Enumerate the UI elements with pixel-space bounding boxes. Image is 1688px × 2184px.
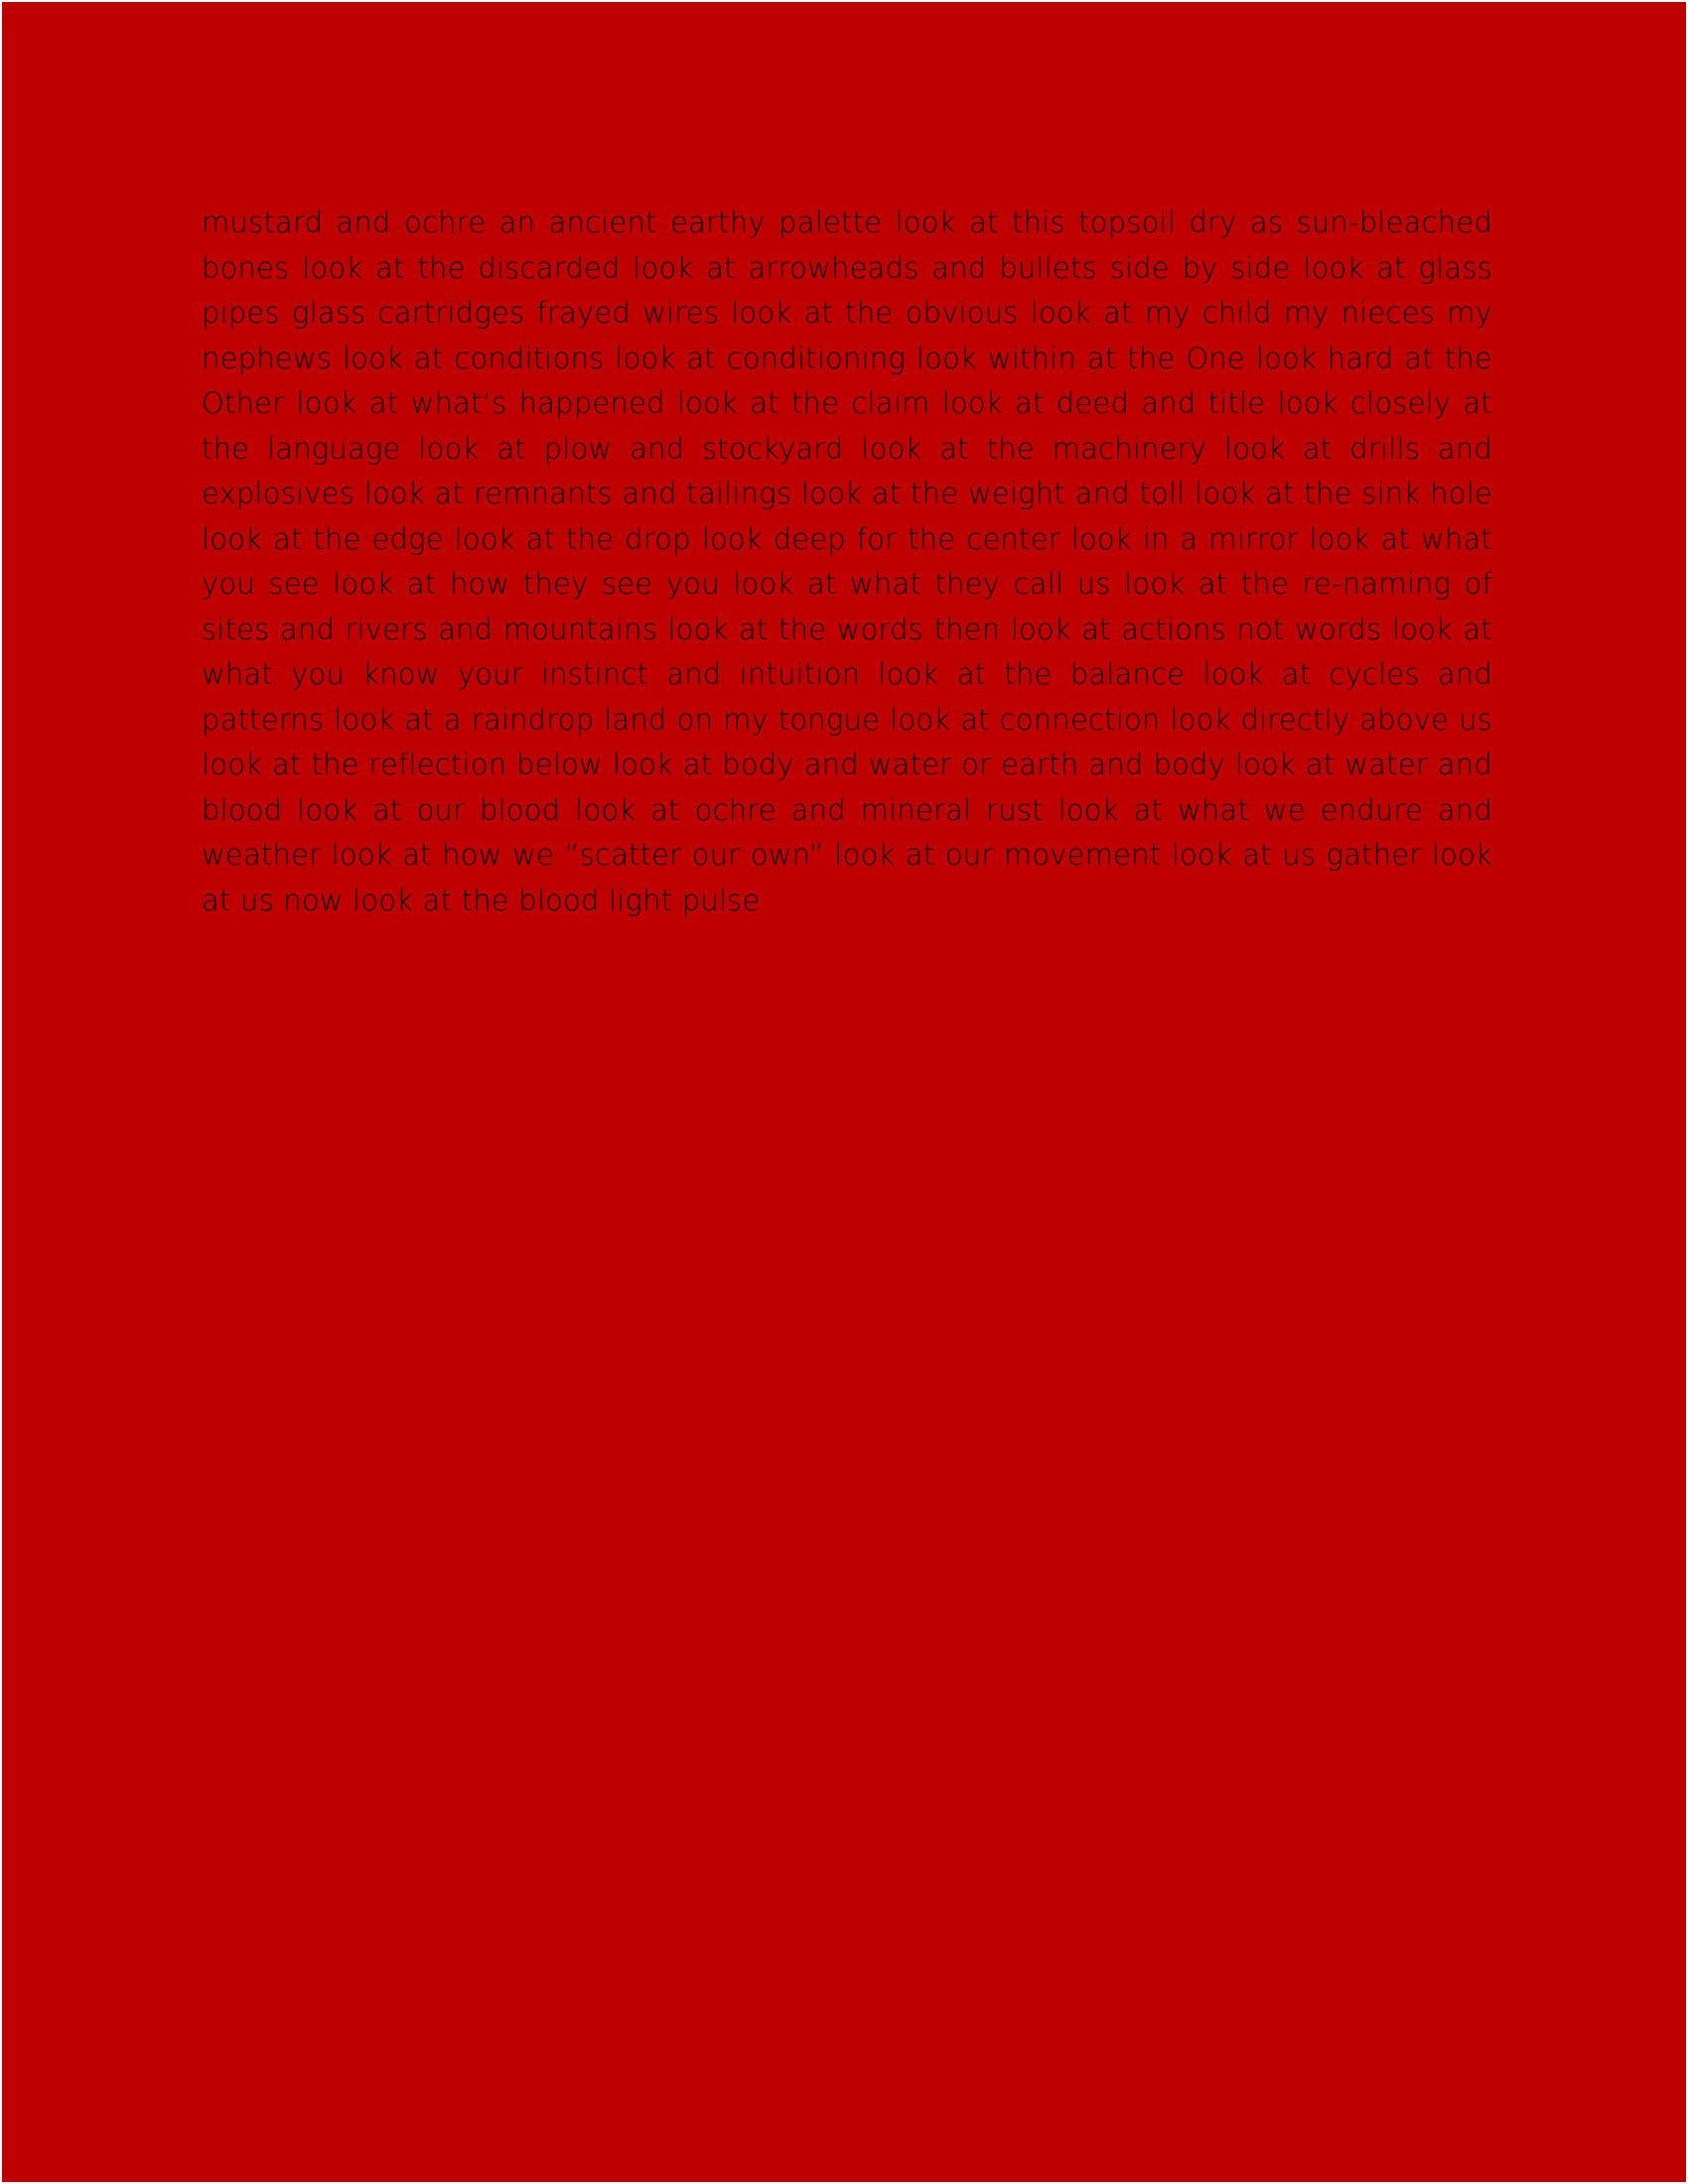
page xyxy=(2,2,1686,2182)
poem-paragraph: mustard and ochre an ancient earthy palette look at this topsoil dry as sun-bleached bones look at the discarded look at arrowheads and bullets side by side look at glass pipes glass cartridges frayed wires look at the obvious look at my child my nieces my nephews look at conditions look at conditioning look within at the One look hard at the Other look at what’s happened look at the claim look at deed and title look closely at the language look at plow and stockyard look at the machinery look at drills and explosives look at remnants and tailings look at the weight and toll look at the sink hole look at the edge look at the drop look deep for the center look in a mirror look at what you see look at how they see you look at what they call us look at the re-naming of sites and rivers and mountains look at the words then look at actions not words look at what you know your instinct and intuition look at the balance look at cycles and patterns look at a raindrop land on my tongue look at connection look directly above us look at the reflection below look at body and water or earth and body look at water and blood look at our blood look at ochre and mineral rust look at what we endure and weather look at how we “scatter our own” look at our movement look at us gather look at us now look at the blood light pulse xyxy=(202,205,1492,917)
